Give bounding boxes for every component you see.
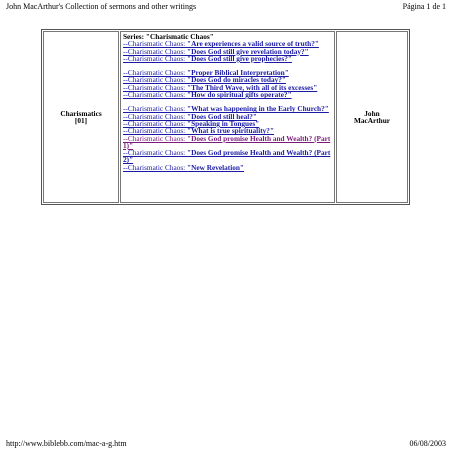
document-title: John MacArthur's Collection of sermons and other writings	[6, 2, 197, 11]
sermon-link[interactable]: --Charismatic Chaos: "Does God still heal?"	[123, 111, 257, 121]
sermon-links-cell	[120, 31, 335, 203]
page-number: Página 1 de 1	[402, 2, 446, 11]
print-footer	[6, 438, 446, 450]
sermon-link[interactable]: --Charismatic Chaos: "Does God do miracles today?"	[123, 75, 286, 85]
author-last-name: MacArthur	[353, 116, 391, 125]
sermon-link[interactable]: --Charismatic Chaos: "Are experiences a valid source of truth?"	[123, 39, 319, 49]
category-name: Charismatics	[60, 108, 102, 118]
sermon-link[interactable]: --Charismatic Chaos: "The Third Wave, with all of its excesses"	[123, 82, 318, 92]
author-first-name: John	[364, 108, 380, 118]
page-url: http://www.biblebb.com/mac-a-g.htm	[6, 439, 127, 448]
author-cell	[336, 31, 408, 203]
list-item[interactable]	[123, 135, 332, 150]
sermon-link[interactable]: --Charismatic Chaos: "What is true spirituality?"	[123, 126, 274, 136]
sermon-link[interactable]: --Charismatic Chaos: "Speaking in Tongues"	[123, 118, 260, 128]
list-item[interactable]	[123, 149, 332, 164]
sermon-link[interactable]: --Charismatic Chaos: "Does God promise Health and Wealth? (Part 1)"	[123, 133, 331, 150]
sermon-link[interactable]: --Charismatic Chaos: "Does God promise Health and Wealth? (Part 2)"	[123, 148, 331, 165]
sermon-link[interactable]: --Charismatic Chaos: "Proper Biblical Interpretation"	[123, 68, 289, 78]
sermon-table	[41, 29, 410, 205]
sermon-link[interactable]: --Charismatic Chaos: "Does God still give prophecies?"	[123, 53, 292, 63]
list-item[interactable]	[123, 164, 332, 171]
category-number: [01]	[74, 116, 88, 125]
sermon-link[interactable]: --Charismatic Chaos: "How do spiritual gifts operate?"	[123, 90, 292, 100]
print-header	[6, 1, 446, 13]
print-date: 06/08/2003	[409, 439, 446, 448]
sermon-link[interactable]: --Charismatic Chaos: "Does God still give revelation today?"	[123, 46, 309, 56]
sermon-link[interactable]: --Charismatic Chaos: "What was happening in the Early Church?"	[123, 104, 329, 114]
series-title: Series: "Charismatic Chaos"	[123, 32, 214, 41]
table-row	[43, 31, 408, 203]
list-item[interactable]	[123, 91, 332, 98]
list-item[interactable]	[123, 55, 332, 62]
category-cell	[43, 31, 119, 203]
sermon-link[interactable]: --Charismatic Chaos: "New Revelation"	[123, 162, 244, 172]
